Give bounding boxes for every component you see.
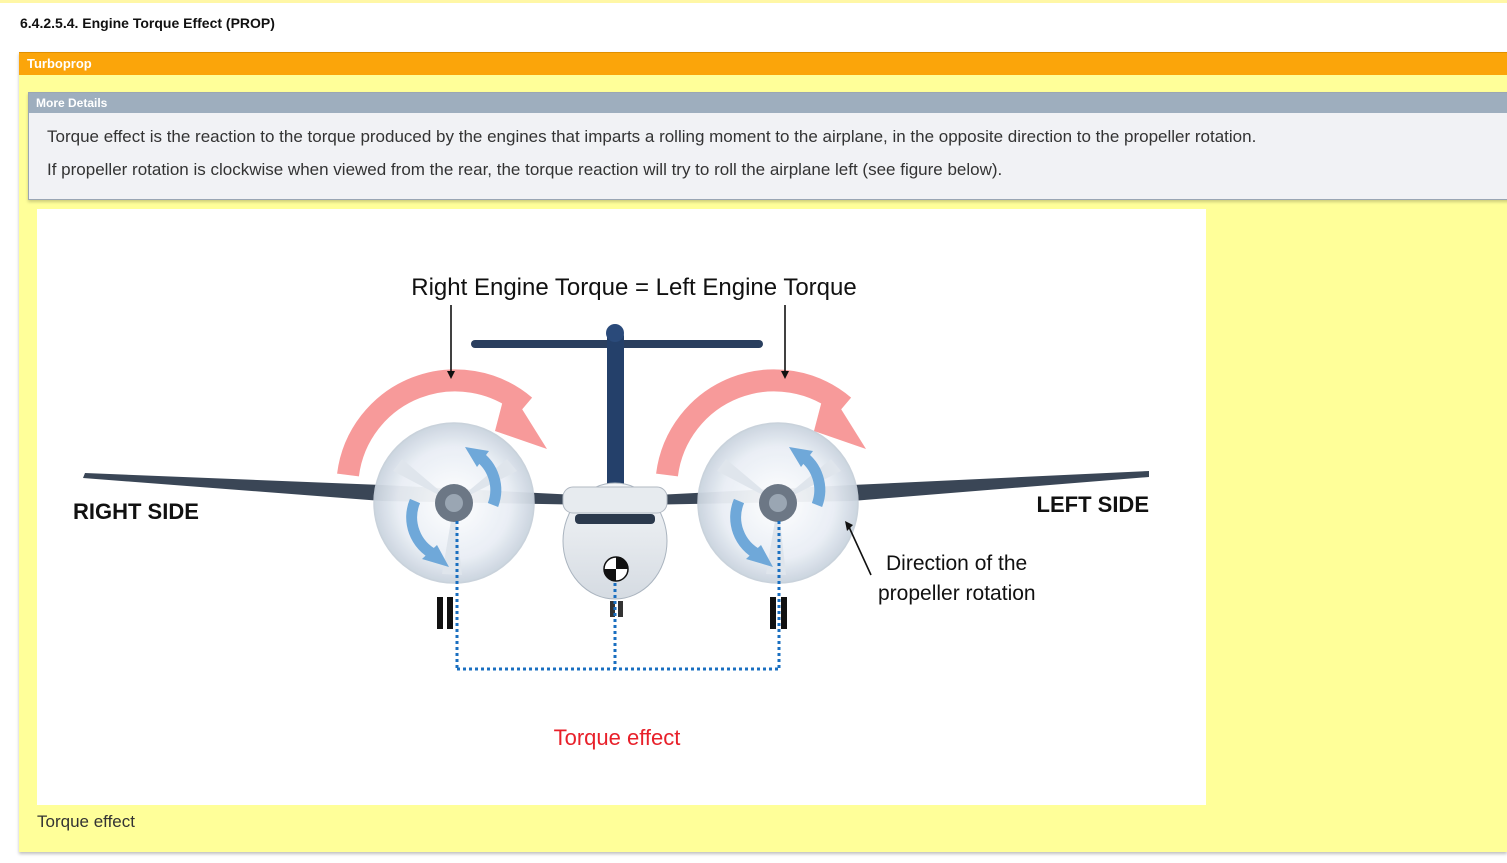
landing-gear xyxy=(437,597,787,629)
details-paragraph-1: Torque effect is the reaction to the torque produced by the engines that imparts a rolling moment to the airplane, in the opposite direction to the propeller rotation. xyxy=(47,127,1257,146)
torque-effect-figure xyxy=(37,209,1206,805)
more-details-header[interactable]: More Details xyxy=(29,93,1507,113)
torque-effect-label: Torque effect xyxy=(553,725,681,750)
details-paragraph-2: If propeller rotation is clockwise when viewed from the rear, the torque reaction will try to roll the airplane left (see figure below). xyxy=(47,160,1003,179)
turboprop-panel xyxy=(19,52,1507,852)
rotation-label-line-1: Direction of the xyxy=(886,552,1028,575)
airplane-diagram xyxy=(37,209,1206,805)
section-title: 6.4.2.5.4. Engine Torque Effect (PROP) xyxy=(20,15,275,31)
turboprop-panel-header[interactable]: Turboprop xyxy=(19,52,1507,75)
figure-top-label: Right Engine Torque = Left Engine Torque xyxy=(411,274,857,301)
more-details-box xyxy=(28,92,1507,200)
rotation-label-line-2: propeller rotation xyxy=(878,582,1036,605)
fuselage xyxy=(563,483,667,599)
figure-caption: Torque effect xyxy=(37,812,135,831)
left-side-label: LEFT SIDE xyxy=(1036,492,1149,517)
right-side-label: RIGHT SIDE xyxy=(73,499,199,524)
top-rule xyxy=(0,0,1507,3)
right-engine xyxy=(374,423,534,583)
